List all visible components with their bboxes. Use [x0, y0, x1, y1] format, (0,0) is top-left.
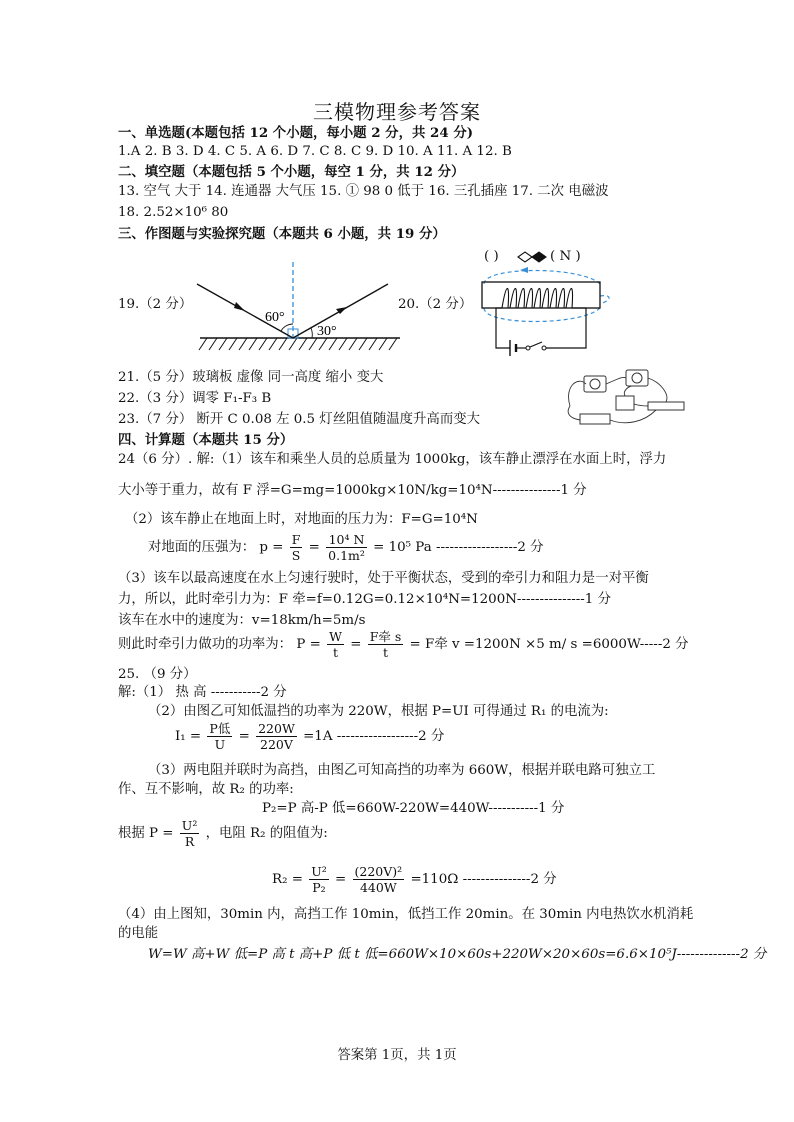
page-footer: 答案第 1页，共 1页	[337, 1048, 457, 1063]
field-arrow	[520, 267, 528, 273]
solenoid-windings	[502, 288, 573, 308]
lamp-sketch	[616, 396, 634, 410]
fraction-denominator: 440W	[359, 880, 397, 895]
q25-line-5: 作、互不影响，故 R₂ 的功率:	[118, 782, 294, 797]
fraction-denominator: S	[291, 548, 301, 563]
q25-line-4: （3）两电阻并联时为高挡，由图乙可知高挡的功率为 660W，根据并联电路可独立工	[148, 763, 656, 778]
compass-needle-left	[518, 252, 532, 262]
fraction-numerator: (220V)²	[354, 864, 403, 879]
fraction-denominator: 0.1m²	[328, 548, 365, 563]
compass-needle-right	[532, 252, 546, 262]
page-title: 三模物理参考答案	[313, 100, 481, 124]
formula-prefix: 则此时牵引力做功的功率为： P =	[118, 637, 321, 652]
wire-right	[546, 308, 586, 348]
fraction-denominator: t	[382, 645, 389, 660]
fraction-numerator: U²	[181, 818, 198, 833]
angle-arc-60	[281, 324, 293, 331]
q25-line-2: （2）由图乙可知低温挡的功率为 220W，根据 P=UI 可得通过 R₁ 的电流为:	[148, 704, 609, 719]
switch-blade	[530, 342, 542, 347]
section-3-heading: 三、作图题与实验探究题（本题共 6 小题，共 19 分）	[118, 226, 446, 242]
switch-contact	[542, 346, 546, 350]
q24-line-3: （2）该车静止在地面上时，对地面的压力为：F=G=10⁴N	[125, 512, 478, 527]
formula-result: =110Ω ---------------2 分	[410, 872, 557, 887]
angle-arc-30	[311, 328, 312, 338]
fraction-W-over-t	[327, 629, 344, 660]
q19-label: 19.（2 分）	[118, 297, 193, 312]
q24-line-6: 力，所以，此时牵引力为：F 牵=f=0.12G=0.12×10⁴N=1200N---------------1 分	[118, 592, 611, 607]
fraction-force-over-area	[326, 532, 367, 563]
fraction-P-over-U	[207, 721, 232, 752]
field-line-right	[600, 296, 609, 304]
fraction-numerator: W	[329, 629, 342, 644]
q25-line-9: （4）由上图知，30min 内，高挡工作 10min，低挡工作 20min。在 30min 内电热饮水机消耗	[118, 907, 694, 922]
fraction-F-over-S	[290, 532, 303, 563]
rheostat-sketch	[648, 402, 684, 410]
q21-answer: 21.（5 分）玻璃板 虚像 同一高度 缩小 变大	[118, 370, 384, 385]
fraction-Fs-over-t	[368, 629, 404, 660]
fraction-220W-over-220V	[256, 721, 297, 752]
section-1-answers: 1.A 2. B 3. D 4. C 5. A 6. D 7. C 8. C 9. D 10. A 11. A 12. B	[118, 144, 512, 159]
fraction-denominator: R	[184, 834, 195, 849]
formula-result: = 10⁵ Pa ------------------2 分	[373, 540, 544, 555]
section-2-heading: 二、填空题（本题包括 5 个小题，每空 1 分，共 12 分）	[118, 164, 465, 180]
q25-line-11: W=W 高+W 低=P 高 t 高+P 低 t 低=660W×10×60s+220W×20×60s=6.6×10⁵J--------------2 分	[148, 947, 767, 962]
fraction-denominator: U	[214, 737, 226, 752]
fraction-numerator: 10⁴ N	[326, 532, 367, 548]
q23-circuit-sketch	[560, 366, 690, 436]
fraction-denominator: t	[333, 645, 339, 660]
battery-sketch	[580, 414, 610, 424]
formula-result: = F牵 v =1200N ×5 m/ s =6000W-----2 分	[409, 637, 689, 652]
equals-sign: =	[350, 637, 362, 652]
q24-line-1: 24（6 分）. 解:（1）该车和乘坐人员的总质量为 1000kg，该车静止漂浮在水面上时，浮力	[118, 452, 667, 467]
wires-sketch	[568, 377, 667, 422]
q22-answer: 22.（3 分）调零 F₁-F₃ B	[118, 391, 272, 406]
switch-pivot	[526, 346, 530, 350]
mirror-hatching	[199, 338, 397, 350]
angle-60-label: 60°	[265, 310, 285, 325]
formula-prefix: 对地面的压强为： p =	[148, 540, 284, 555]
q24-line-7: 该车在水中的速度为：v=18km/h=5m/s	[118, 613, 366, 628]
q20-left-pole: ( )	[484, 249, 499, 264]
fraction-numerator: P低	[209, 721, 231, 736]
q25-current-formula	[175, 721, 444, 753]
voltmeter-sketch	[626, 370, 648, 386]
formula-prefix: 根据 P =	[118, 826, 174, 841]
q20-label: 20.（2 分）	[398, 297, 473, 312]
incident-arrow	[234, 302, 245, 311]
fraction-numerator: F	[291, 532, 301, 547]
fraction-numerator: F牵 s	[369, 629, 402, 644]
q25-line-1: 解:（1） 热 高 -----------2 分	[118, 685, 287, 700]
ammeter-sketch	[584, 376, 606, 392]
field-line-bottom	[484, 308, 600, 322]
fraction-U2-over-P2	[309, 864, 329, 895]
q24-pressure-formula	[148, 532, 544, 564]
section-1-heading: 一、单选题(本题包括 12 个小题，每小题 2 分，共 24 分)	[118, 125, 474, 141]
equals-sign: =	[308, 540, 320, 555]
q25-line-10: 的电能	[118, 926, 159, 941]
formula-result: =1A ------------------2 分	[303, 729, 445, 744]
fraction-U2-over-R	[180, 818, 200, 849]
fraction-numerator: U²	[311, 864, 327, 879]
fraction-numerator: 220W	[258, 721, 295, 736]
formula-suffix: ，电阻 R₂ 的阻值为:	[205, 826, 328, 841]
q24-line-5: （3）该车以最高速度在水上匀速行驶时，处于平衡状态，受到的牵引力和阻力是一对平衡	[118, 571, 649, 586]
section-4-heading: 四、计算题（本题共 15 分）	[118, 432, 294, 448]
q19-reflection-diagram	[195, 258, 405, 354]
section-2-line-1: 13. 空气 大于 14. 连通器 大气压 15. ① 98 0 低于 16. 三孔插座 17. 二次 电磁波	[118, 184, 609, 199]
q24-power-formula	[118, 629, 689, 661]
formula-prefix: I₁ =	[175, 729, 202, 744]
wire-left	[496, 308, 510, 348]
q25-line-6: P₂=P 高-P 低=660W-220W=440W-----------1 分	[262, 801, 565, 816]
equals-sign: =	[335, 872, 347, 887]
q25-heading: 25. （9 分）	[118, 667, 197, 682]
q23-answer: 23.（7 分） 断开 C 0.08 左 0.5 灯丝阻值随温度升高而变大	[118, 412, 480, 427]
q20-right-pole: ( N )	[550, 249, 581, 264]
q20-solenoid-diagram	[462, 244, 612, 358]
q25-power-law	[118, 816, 328, 852]
q25-resistance-formula	[272, 862, 557, 898]
angle-30-label: 30°	[317, 324, 337, 339]
equals-sign: =	[238, 729, 250, 744]
fraction-denominator: P₂	[312, 880, 326, 895]
fraction-denominator: 220V	[260, 737, 293, 752]
q24-line-2: 大小等于重力，故有 F 浮=G=mg=1000kg×10N/kg=10⁴N---------------1 分	[118, 483, 587, 498]
formula-prefix: R₂ =	[272, 872, 303, 887]
fraction-voltage-squared-over-power	[353, 864, 405, 895]
section-2-line-2: 18. 2.52×10⁶ 80	[118, 205, 229, 220]
